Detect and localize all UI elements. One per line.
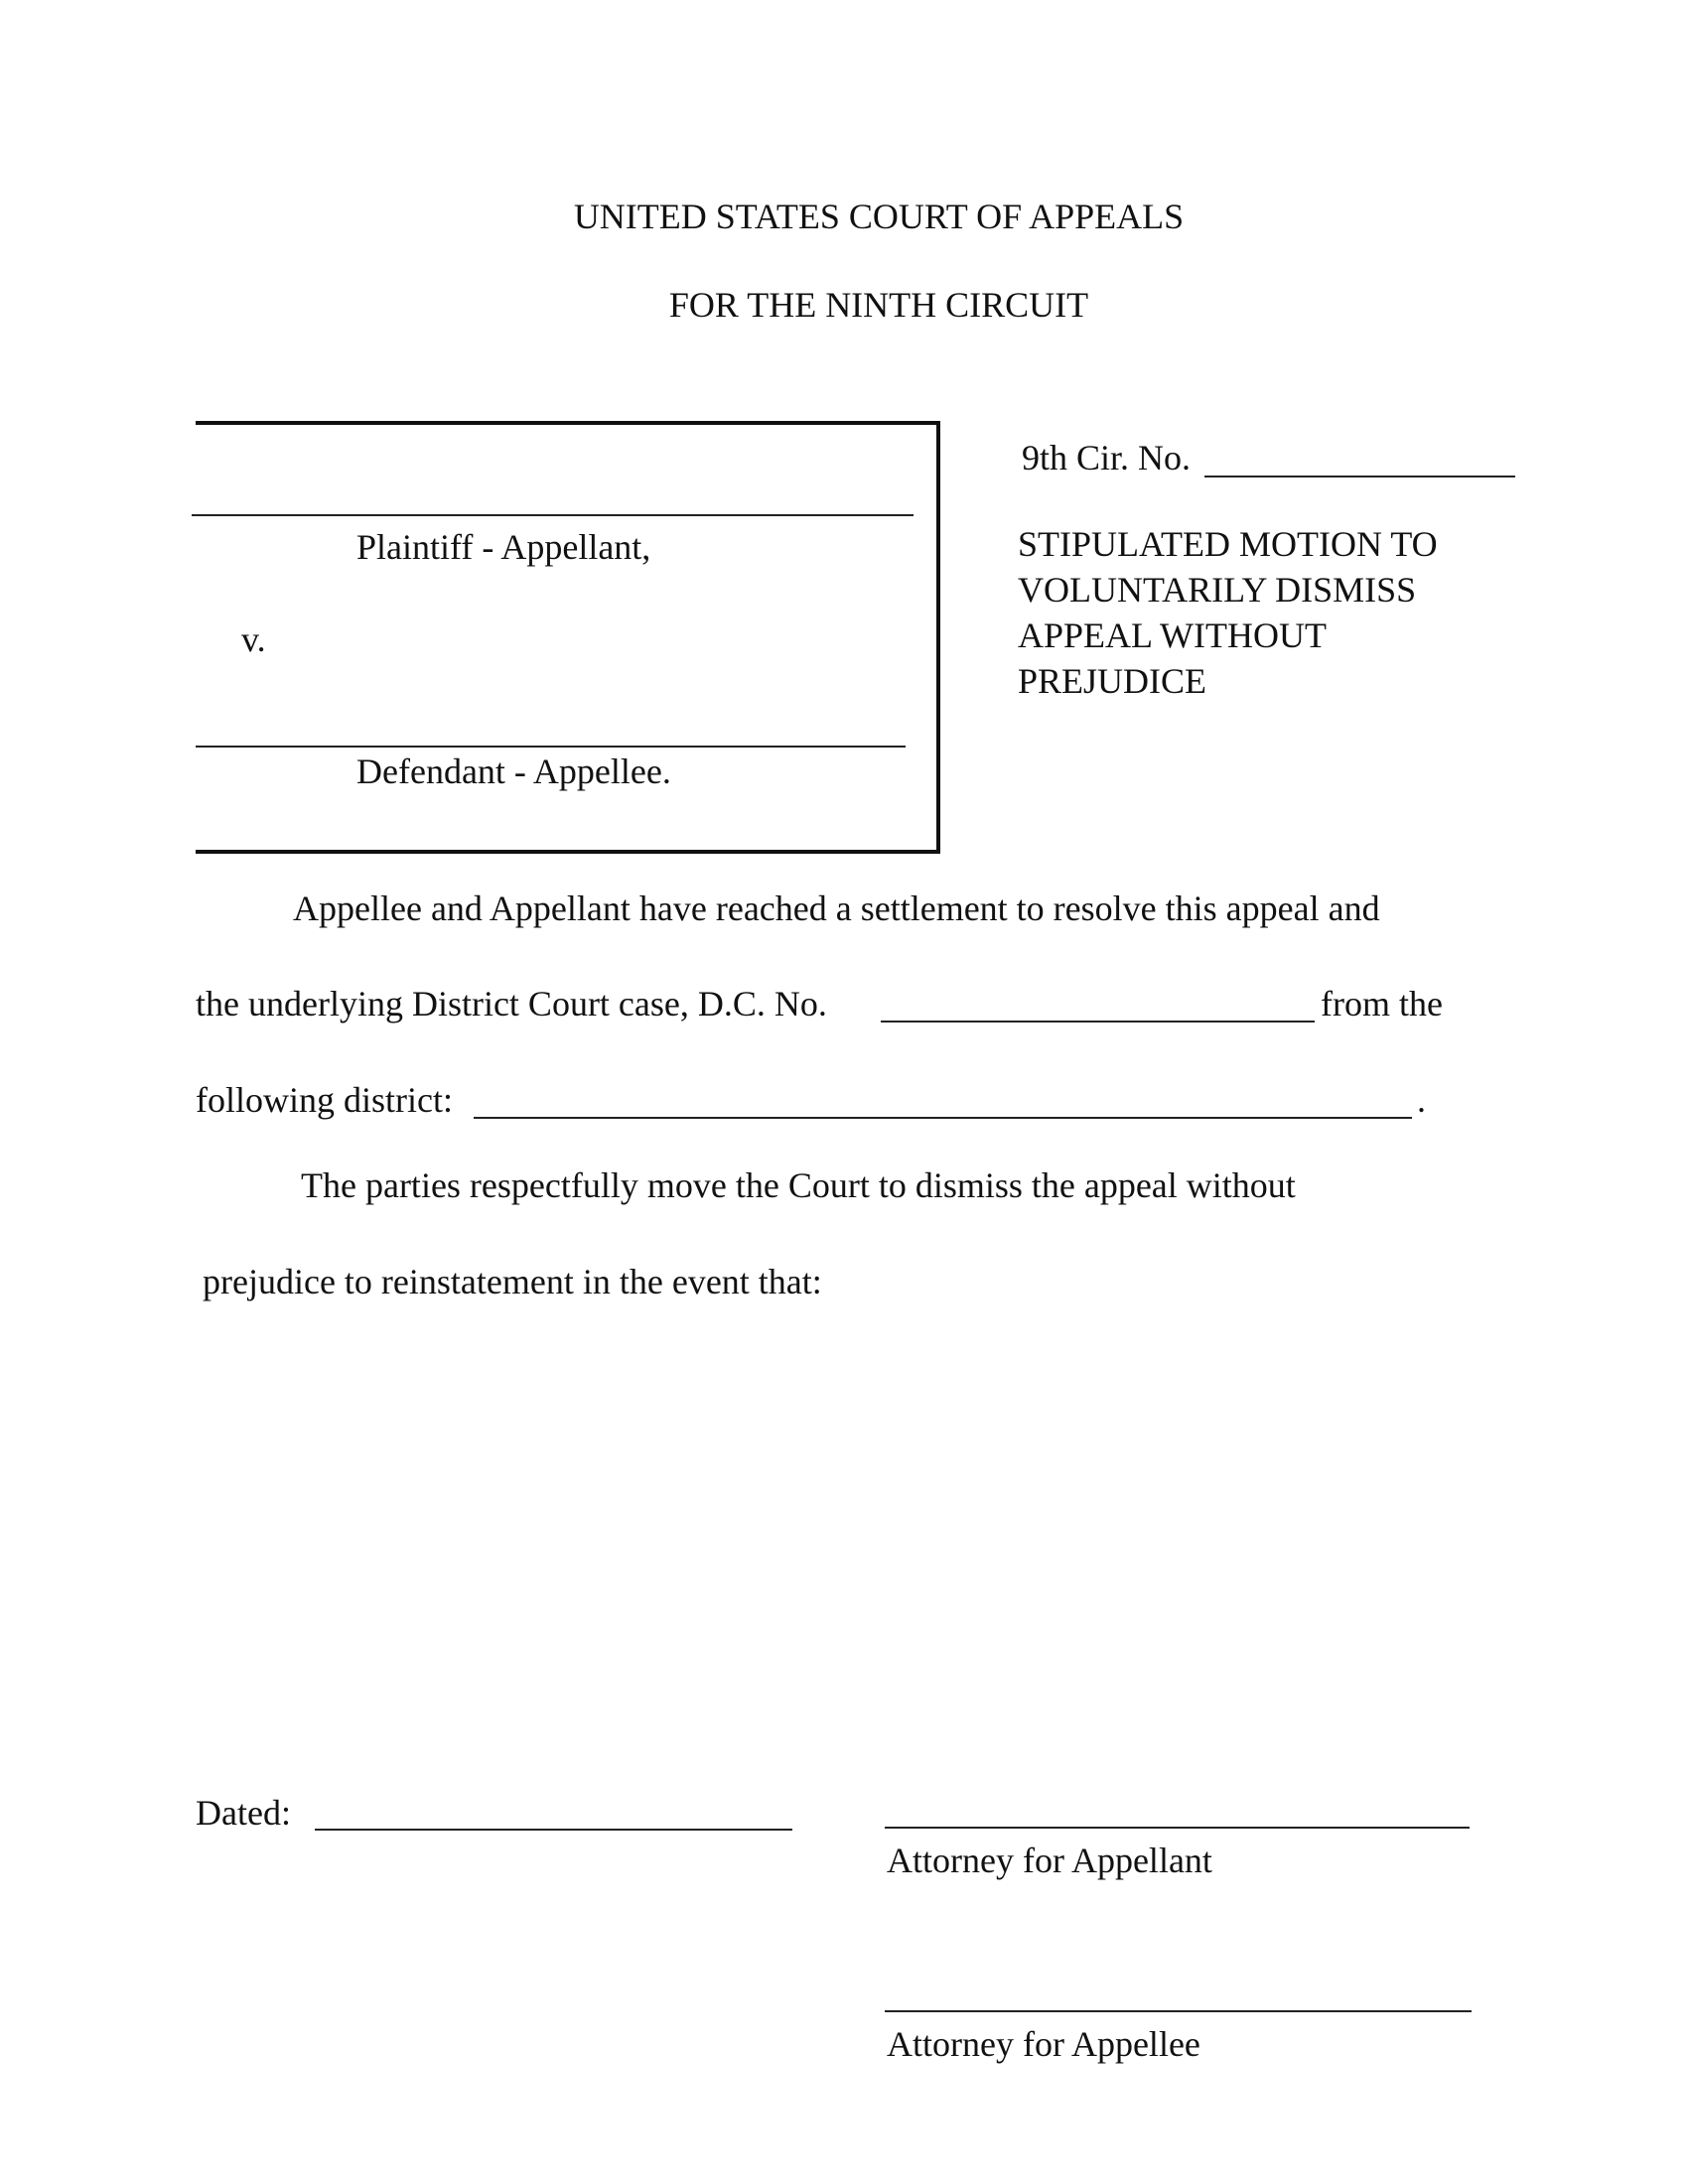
date-field[interactable]: [315, 1829, 792, 1831]
appellee-attorney-label: Attorney for Appellee: [887, 2024, 1200, 2064]
circuit-number-field[interactable]: [1204, 476, 1515, 478]
motion-title-line: STIPULATED MOTION TO: [1018, 524, 1438, 564]
district-period: .: [1417, 1080, 1426, 1120]
appellee-attorney-signature-line[interactable]: [885, 2010, 1472, 2012]
defendant-label: Defendant - Appellee.: [356, 751, 671, 791]
plaintiff-label: Plaintiff - Appellant,: [356, 527, 651, 567]
versus-label: v.: [241, 619, 266, 659]
motion-title-line: VOLUNTARILY DISMISS: [1018, 570, 1417, 610]
plaintiff-name-line[interactable]: [192, 514, 914, 516]
appellant-attorney-signature-line[interactable]: [885, 1827, 1470, 1829]
appellant-attorney-label: Attorney for Appellant: [887, 1841, 1212, 1880]
district-court-number-field[interactable]: [881, 1021, 1315, 1023]
settlement-text-line2: the underlying District Court case, D.C. No.: [196, 984, 827, 1024]
court-name: UNITED STATES COURT OF APPEALS: [573, 197, 1185, 236]
motion-title: [1018, 521, 1438, 704]
dated-label: Dated:: [196, 1793, 291, 1833]
district-field[interactable]: [474, 1117, 1412, 1119]
motion-title-line: APPEAL WITHOUT: [1018, 615, 1327, 655]
settlement-text-line2-end: from the: [1321, 984, 1443, 1024]
district-label: following district:: [196, 1080, 453, 1120]
defendant-name-line[interactable]: [196, 746, 906, 748]
circuit-number-label: 9th Cir. No.: [1022, 438, 1192, 478]
dismiss-text-line1: The parties respectfully move the Court to dismiss the appeal without: [301, 1165, 1296, 1205]
motion-title-line: PREJUDICE: [1018, 661, 1207, 701]
circuit-name: FOR THE NINTH CIRCUIT: [668, 285, 1089, 325]
dismiss-text-line2: prejudice to reinstatement in the event that:: [203, 1262, 822, 1301]
settlement-text-line1: Appellee and Appellant have reached a settlement to resolve this appeal and: [293, 888, 1380, 928]
